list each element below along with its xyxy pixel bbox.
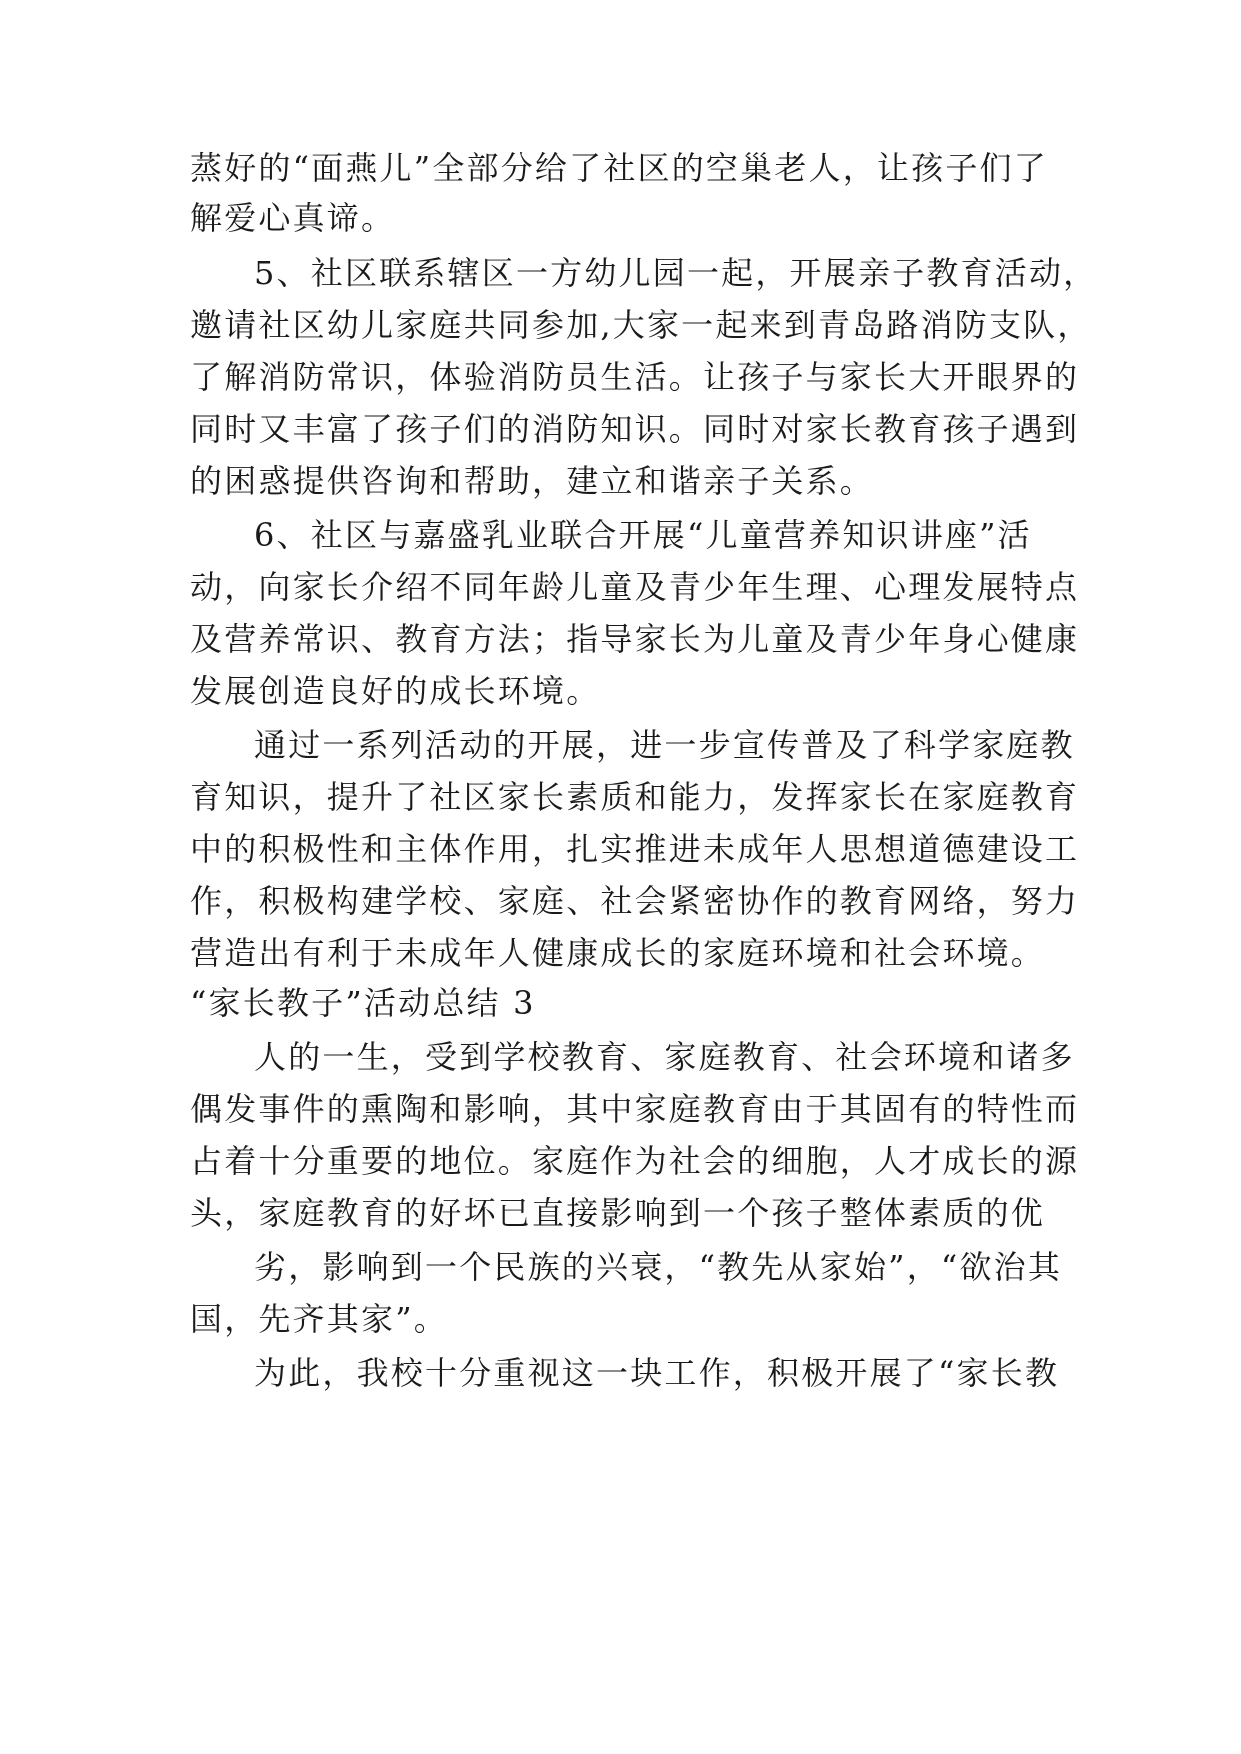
text-line: 头，家庭教育的好坏已直接影响到一个孩子整体素质的优 xyxy=(190,1194,1046,1232)
text-line: 解爱心真谛。 xyxy=(190,199,396,237)
paragraph-start-line: 5、社区联系辖区一方幼儿园一起，开展亲子教育活动， xyxy=(254,254,1098,292)
text-line: 发展创造良好的成长环境。 xyxy=(190,672,601,710)
text-line: 的困惑提供咨询和帮助，建立和谐亲子关系。 xyxy=(190,462,875,500)
text-line: 占着十分重要的地位。家庭作为社会的细胞，人才成长的源 xyxy=(190,1142,1080,1180)
text-line: 及营养常识、教育方法；指导家长为儿童及青少年身心健康 xyxy=(190,620,1080,658)
paragraph-start-line: 人的一生，受到学校教育、家庭教育、社会环境和诸多 xyxy=(254,1038,1075,1076)
paragraph-start-line: 6、社区与嘉盛乳业联合开展“儿童营养知识讲座”活 xyxy=(254,516,1032,554)
section-heading: “家长教子”活动总结 3 xyxy=(190,984,536,1022)
text-line: 作，积极构建学校、家庭、社会紧密协作的教育网络，努力 xyxy=(190,882,1080,920)
text-line: 中的积极性和主体作用，扎实推进未成年人思想道德建设工 xyxy=(190,830,1080,868)
text-line: 了解消防常识，体验消防员生活。让孩子与家长大开眼界的 xyxy=(190,358,1080,396)
text-line: 邀请社区幼儿家庭共同参加,大家一起来到青岛路消防支队， xyxy=(190,306,1092,344)
text-line: 偶发事件的熏陶和影响，其中家庭教育由于其固有的特性而 xyxy=(190,1090,1080,1128)
paragraph-start-line: 通过一系列活动的开展，进一步宣传普及了科学家庭教 xyxy=(254,726,1075,764)
text-line: 育知识，提升了社区家长素质和能力，发挥家长在家庭教育 xyxy=(190,778,1080,816)
text-line: 动，向家长介绍不同年龄儿童及青少年生理、心理发展特点 xyxy=(190,568,1080,606)
text-line: 国，先齐其家”。 xyxy=(190,1300,448,1338)
text-line: 营造出有利于未成年人健康成长的家庭环境和社会环境。 xyxy=(190,934,1046,972)
text-line: 蒸好的“面燕儿”全部分给了社区的空巢老人，让孩子们了 xyxy=(190,149,1048,187)
paragraph-start-line: 劣，影响到一个民族的兴衰，“教先从家始”，“欲治其 xyxy=(254,1248,1063,1286)
text-line: 同时又丰富了孩子们的消防知识。同时对家长教育孩子遇到 xyxy=(190,410,1080,448)
paragraph-start-line: 为此，我校十分重视这一块工作，积极开展了“家长教 xyxy=(254,1354,1060,1392)
